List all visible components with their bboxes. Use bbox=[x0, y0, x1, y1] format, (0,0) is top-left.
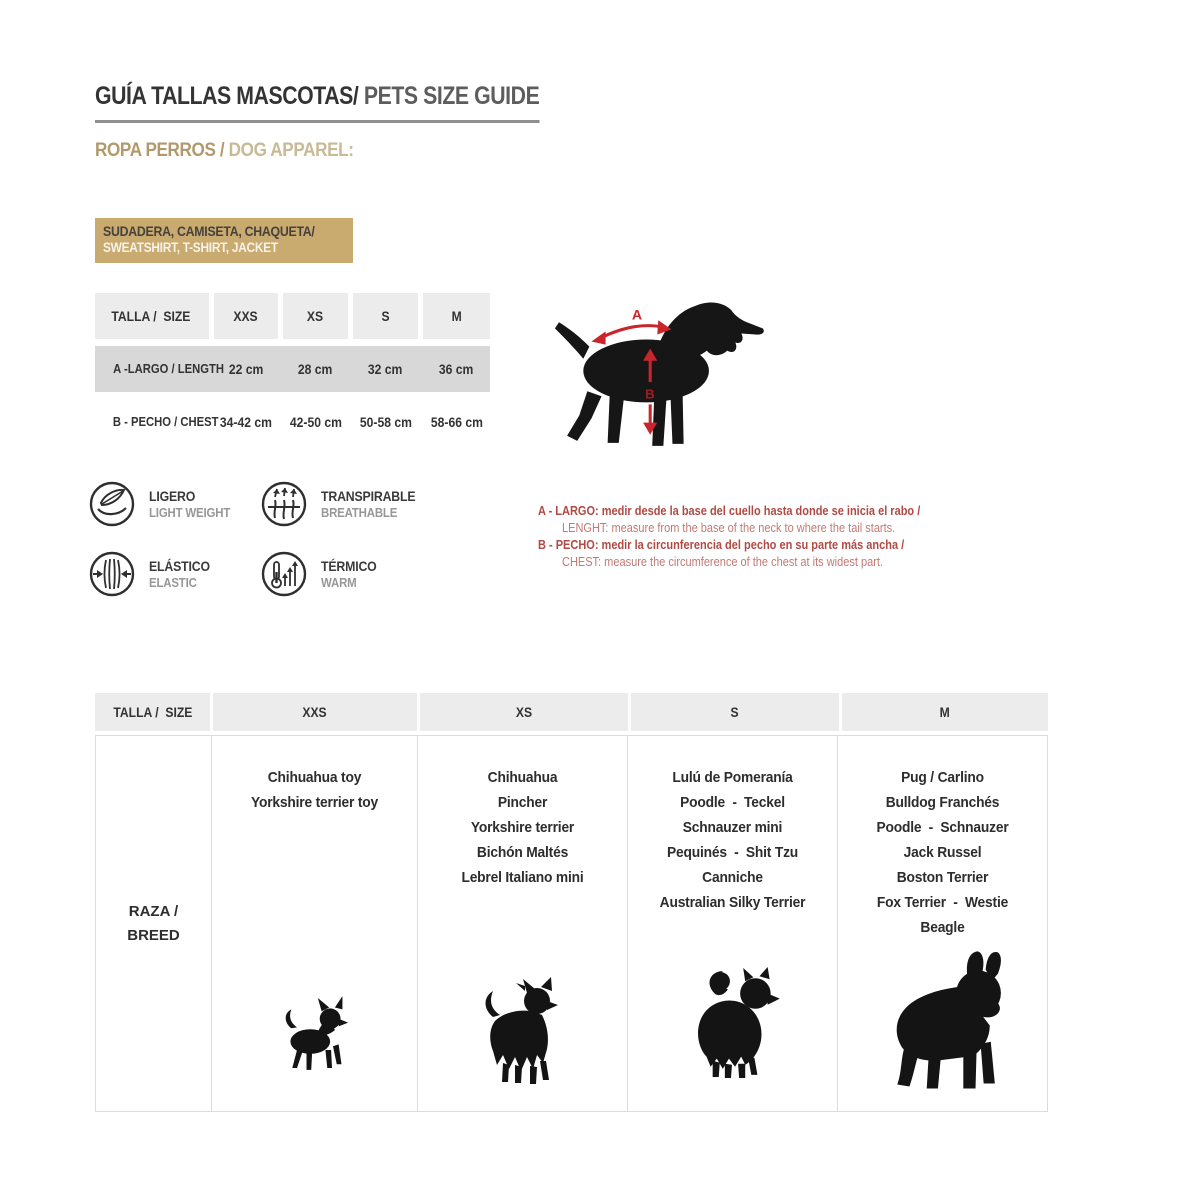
length-s: 32 cm bbox=[368, 361, 403, 377]
dog-measurement-diagram bbox=[552, 300, 797, 452]
feather-hand-icon bbox=[88, 480, 136, 528]
breed-item: Chihuahua bbox=[487, 769, 558, 786]
breed-item: Australian Silky Terrier bbox=[659, 894, 806, 911]
breed-row-label-cell bbox=[96, 736, 212, 1111]
breed-table-header-row bbox=[95, 693, 1048, 731]
subtitle-en: DOG APPAREL: bbox=[224, 140, 354, 161]
breed-item: Fox Terrier - Westie bbox=[876, 894, 1009, 911]
banner-line-es: SUDADERA, CAMISETA, CHAQUETA/ bbox=[103, 223, 315, 239]
feature-lightweight-title: LIGERO bbox=[149, 488, 196, 504]
chest-row-label: B - PECHO / CHEST bbox=[112, 415, 219, 429]
chest-xs: 42-50 cm bbox=[289, 414, 342, 430]
note-a-en: LENGHT: measure from the base of the neck to where the tail starts. bbox=[562, 521, 896, 535]
length-xs: 28 cm bbox=[298, 361, 333, 377]
length-m: 36 cm bbox=[439, 361, 474, 377]
banner-line-en: SWEATSHIRT, T-SHIRT, JACKET bbox=[103, 240, 278, 255]
measurement-notes bbox=[538, 501, 998, 569]
breed-row-label-line2: BREED bbox=[127, 926, 180, 944]
feature-breathable-subtitle: BREATHABLE bbox=[321, 505, 398, 520]
feature-elastic-title: ELÁSTICO bbox=[149, 558, 210, 574]
diagram-label-b: B bbox=[645, 386, 655, 402]
pomeranian-silhouette bbox=[680, 965, 786, 1079]
length-row-label: A -LARGO / LENGTH bbox=[113, 362, 224, 376]
chest-xxs: 34-42 cm bbox=[219, 414, 273, 430]
note-b-es: B - PECHO: medir la circunferencia del pecho en su parte más ancha / bbox=[538, 538, 905, 552]
breed-item: Chihuahua toy bbox=[267, 769, 362, 786]
breed-item: Poodle - Teckel bbox=[680, 794, 785, 811]
size-table bbox=[95, 293, 490, 445]
breed-item: Lebrel Italiano mini bbox=[461, 869, 584, 886]
breed-table bbox=[95, 693, 1048, 1112]
note-b-en: CHEST: measure the circumference of the chest at its widest part. bbox=[562, 555, 883, 569]
size-table-length-row bbox=[95, 346, 490, 392]
subtitle-es: ROPA PERROS / bbox=[95, 140, 225, 161]
breed-item: Pincher bbox=[497, 794, 548, 811]
breed-item: Beagle bbox=[920, 919, 965, 936]
size-table-header-xs: XS bbox=[283, 293, 348, 339]
breed-header-m: M bbox=[842, 693, 1048, 731]
feature-warm-subtitle: WARM bbox=[321, 575, 357, 590]
section-subtitle bbox=[95, 140, 354, 162]
feature-warm-title: TÉRMICO bbox=[321, 558, 377, 574]
feature-elastic bbox=[88, 550, 218, 598]
feature-lightweight bbox=[88, 480, 241, 528]
breed-item: Boston Terrier bbox=[896, 869, 989, 886]
breed-item: Schnauzer mini bbox=[682, 819, 783, 836]
breed-header-xs: XS bbox=[420, 693, 628, 731]
feature-breathable-title: TRANSPIRABLE bbox=[321, 488, 416, 504]
size-table-header-s: S bbox=[353, 293, 418, 339]
breathable-icon bbox=[260, 480, 308, 528]
breed-item: Bulldog Franchés bbox=[885, 794, 1000, 811]
breed-item: Pug / Carlino bbox=[901, 769, 984, 786]
note-a-es: A - LARGO: medir desde la base del cuello hasta donde se inicia el rabo / bbox=[538, 504, 921, 518]
french-bulldog-silhouette bbox=[880, 950, 1006, 1095]
size-table-header-m: M bbox=[423, 293, 490, 339]
garment-type-banner bbox=[95, 218, 353, 263]
breed-item: Pequinés - Shit Tzu bbox=[666, 844, 799, 861]
breed-header-label: TALLA / SIZE bbox=[95, 693, 210, 731]
feature-breathable bbox=[260, 480, 428, 528]
breed-row-label-line1: RAZA / bbox=[128, 902, 179, 920]
breed-column-m bbox=[838, 736, 1047, 1111]
elastic-icon bbox=[88, 550, 136, 598]
breed-item: Canniche bbox=[702, 869, 763, 886]
breed-table-body bbox=[95, 735, 1048, 1112]
breed-item: Yorkshire terrier bbox=[470, 819, 575, 836]
diagram-label-a: A bbox=[631, 307, 643, 324]
size-table-chest-row bbox=[95, 399, 490, 445]
breed-item: Poodle - Schnauzer bbox=[876, 819, 1009, 836]
size-table-header-xxs: XXS bbox=[214, 293, 278, 339]
length-xxs: 22 cm bbox=[228, 361, 264, 377]
size-table-header-label: TALLA / SIZE bbox=[95, 293, 209, 339]
chest-m: 58-66 cm bbox=[430, 414, 483, 430]
page-title bbox=[95, 82, 539, 123]
breed-column-xxs bbox=[212, 736, 418, 1111]
long-haired-chihuahua-silhouette bbox=[475, 977, 571, 1085]
breed-column-s bbox=[628, 736, 838, 1111]
breed-header-s: S bbox=[631, 693, 839, 731]
feature-lightweight-subtitle: LIGHT WEIGHT bbox=[149, 505, 231, 520]
breed-column-xs bbox=[418, 736, 628, 1111]
size-table-header-row bbox=[95, 293, 490, 339]
feature-elastic-subtitle: ELASTIC bbox=[149, 575, 197, 590]
chest-s: 50-58 cm bbox=[359, 414, 412, 430]
page-title-en: PETS SIZE GUIDE bbox=[358, 82, 540, 110]
chihuahua-silhouette bbox=[280, 995, 350, 1071]
breed-item: Lulú de Pomeranía bbox=[672, 769, 793, 786]
breed-header-xxs: XXS bbox=[213, 693, 417, 731]
thermometer-icon bbox=[260, 550, 308, 598]
page-title-es: GUÍA TALLAS MASCOTAS/ bbox=[95, 82, 359, 110]
breed-item: Jack Russel bbox=[903, 844, 982, 861]
feature-warm bbox=[260, 550, 384, 598]
breed-item: Yorkshire terrier toy bbox=[250, 794, 379, 811]
breed-item: Bichón Maltés bbox=[476, 844, 569, 861]
